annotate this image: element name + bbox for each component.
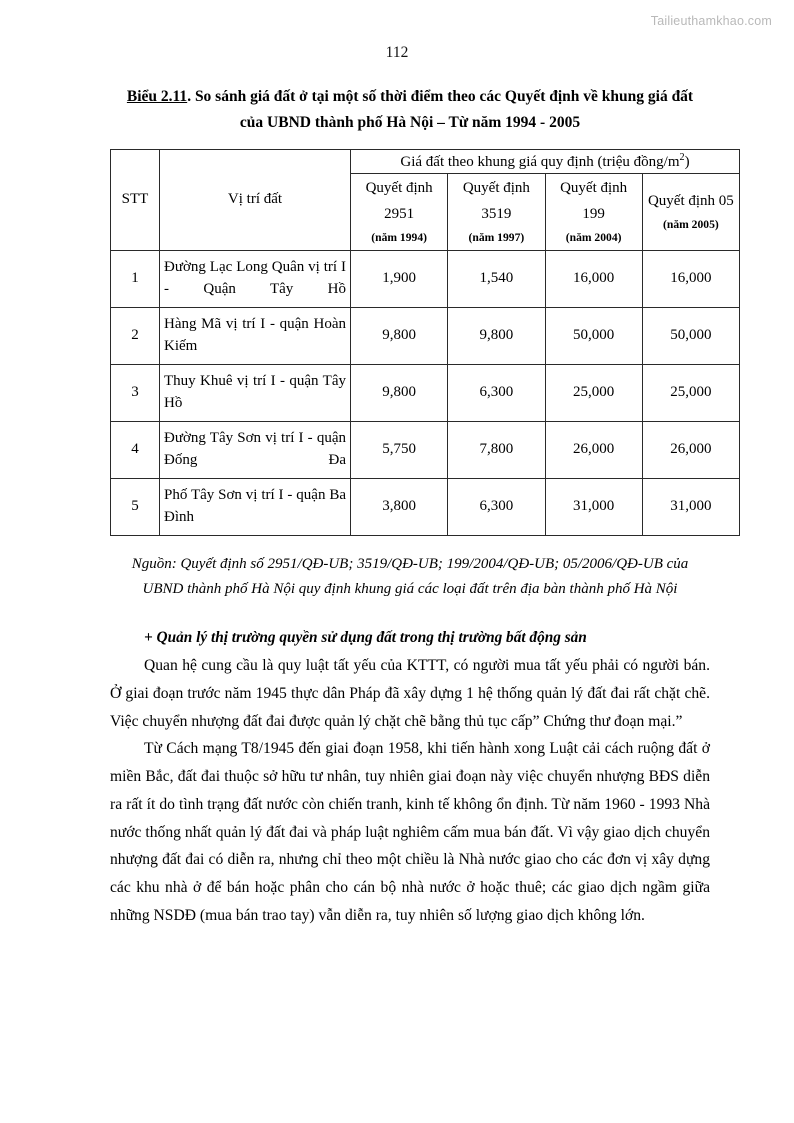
row-index: 5 [111,478,160,535]
row-value-2: 6,300 [448,364,545,421]
table-row [111,364,740,421]
row-location: Đường Lạc Long Quân vị trí I - Quận Tây Hồ [160,250,351,307]
row-value-4: 31,000 [642,478,739,535]
header-superscript: 2 [679,152,685,164]
row-value-1: 9,800 [351,307,448,364]
table-row [111,478,740,535]
site-watermark: Tailieuthamkhao.com [650,14,772,28]
row-index: 1 [111,250,160,307]
row-value-2: 6,300 [448,478,545,535]
row-value-2: 9,800 [448,307,545,364]
row-value-4: 50,000 [642,307,739,364]
header-decision-4 [642,174,739,251]
page-content [110,84,734,930]
page-number: 112 [385,44,409,61]
row-value-4: 26,000 [642,421,739,478]
table-source-note: Nguồn: Quyết định số 2951/QĐ-UB; 3519/QĐ-UB; 199/2004/QĐ-UB; 05/2006/QĐ-UB của UBND thành phố Hà Nội quy định khung giá các loại đất trên địa bàn thành phố Hà Nội [131,555,689,598]
header-price-group-tail: ) [684,154,690,171]
table-caption [110,84,710,135]
header-decision-3 [545,174,642,251]
header-decision-4-title: Quyết định 05 [647,193,734,210]
header-price-group [351,150,740,174]
row-value-3: 26,000 [545,421,642,478]
header-price-group-text: Giá đất theo khung giá quy định (triệu đồng/m [400,154,680,171]
land-price-table [110,149,740,536]
header-decision-2 [448,174,545,251]
table-row [111,250,740,307]
body-paragraph-2: Từ Cách mạng T8/1945 đến giai đoạn 1958, khi tiến hành xong Luật cải cách ruộng đất ở miền Bắc, đất đai thuộc sở hữu tư nhân, tuy nhiên giai đoạn này việc chuyển nhượng BĐS diễn ra rất ít do tình trạng đất nước còn chiến tranh, kinh tế không ổn định. Từ năm 1960 - 1993 Nhà nước thống nhất quản lý đất đai và pháp luật nghiêm cấm mua bán đất. Vì vậy giao dịch chuyển nhượng đất đai có diễn ra, nhưng chỉ theo một chiều là Nhà nước giao cho các đơn vị xây dựng các khu nhà ở để bán hoặc phân cho cán bộ nhà nước ở hoặc thuê; các giao dịch ngầm giữa những NSDĐ (mua bán trao tay) vẫn diễn ra, tuy nhiên số lượng giao dịch không lớn. [110,740,710,924]
row-value-2: 7,800 [448,421,545,478]
row-value-3: 16,000 [545,250,642,307]
row-location: Thuy Khuê vị trí I - quận Tây Hồ [160,364,351,421]
row-index: 3 [111,364,160,421]
row-location: Hàng Mã vị trí I - quận Hoàn Kiếm [160,307,351,364]
row-value-1: 1,900 [351,250,448,307]
row-location: Phố Tây Sơn vị trí I - quận Ba Đình [160,478,351,535]
row-value-1: 3,800 [351,478,448,535]
header-decision-1-year: (năm 1994) [371,230,427,244]
caption-number: Biểu 2.11 [126,88,188,105]
row-location: Đường Tây Sơn vị trí I - quận Đống Đa [160,421,351,478]
row-value-4: 16,000 [642,250,739,307]
table-row [111,307,740,364]
row-value-2: 1,540 [448,250,545,307]
row-value-1: 5,750 [351,421,448,478]
row-index: 2 [111,307,160,364]
body-paragraph-1: Quan hệ cung cầu là quy luật tất yếu của KTTT, có người mua tất yếu phải có người bán. Ở giai đoạn trước năm 1945 thực dân Pháp đã xây dựng 1 hệ thống quản lý đất đai rất chặt chẽ. Việc chuyển nhượng đất đai được quản lý chặt chẽ bằng thủ tục cấp” Chứng thư đoạn mại.” [110,657,710,730]
row-value-4: 25,000 [642,364,739,421]
header-location: Vị trí đất [160,150,351,251]
header-decision-3-year: (năm 2004) [565,230,622,244]
row-value-3: 50,000 [545,307,642,364]
header-decision-3-title: Quyết định 199 [560,180,628,222]
header-decision-1 [351,174,448,251]
table-body [111,250,740,535]
header-decision-2-year: (năm 1997) [468,230,525,244]
table-head [111,150,740,251]
header-stt: STT [111,150,160,251]
table-header-row-1 [111,150,740,174]
row-value-3: 25,000 [545,364,642,421]
table-row [111,421,740,478]
caption-text: . So sánh giá đất ở tại một số thời điểm theo các Quyết định về khung giá đất của UBND thành phố Hà Nội – Từ năm 1994 - 2005 [187,88,694,131]
row-value-3: 31,000 [545,478,642,535]
row-index: 4 [111,421,160,478]
header-decision-4-year: (năm 2005) [663,217,719,231]
section-subheading: + Quản lý thị trường quyền sử dụng đất trong thị trường bất động sản [144,629,587,647]
header-decision-1-title: Quyết định 2951 [365,180,433,222]
header-decision-2-title: Quyết định 3519 [462,180,530,222]
row-value-1: 9,800 [351,364,448,421]
